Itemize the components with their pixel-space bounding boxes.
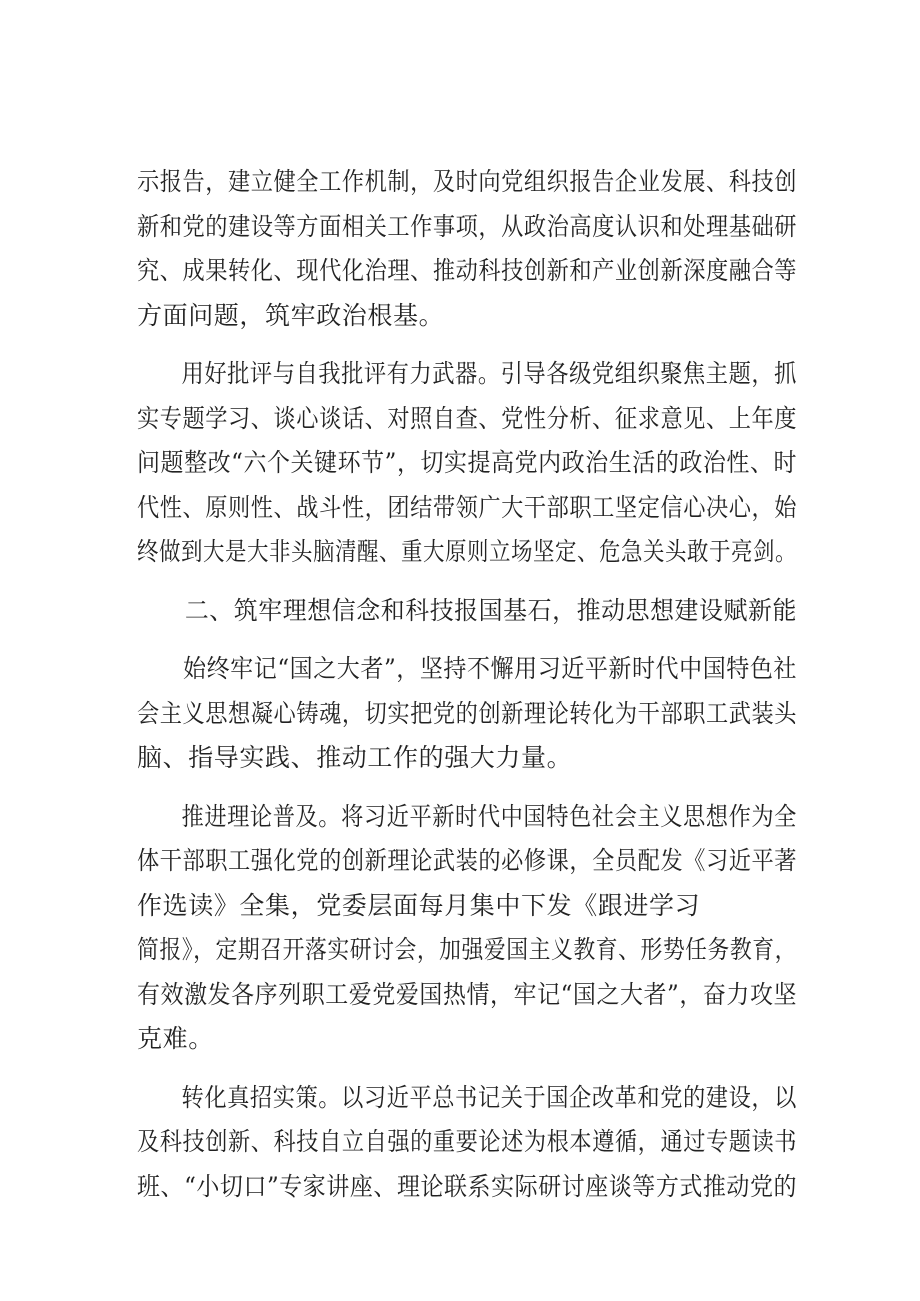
text-line: 示报告，建立健全工作机制，及时向党组织报告企业发展、科技创 xyxy=(137,167,797,196)
paragraph-p5 xyxy=(137,1076,797,1210)
paragraph-p2 xyxy=(137,352,797,575)
text-line: 始终牢记“国之大者”，坚持不懈用习近平新时代中国特色社 xyxy=(183,654,797,683)
text-line: 转化真招实策。以习近平总书记关于国企改革和党的建设，以 xyxy=(181,1082,797,1112)
text-line: 终做到大是大非头脑清醒、重大原则立场坚定、危急关头敢于亮剑。 xyxy=(137,537,798,566)
text-line: 究、成果转化、现代化治理、推动科技创新和产业创新深度融合等 xyxy=(137,256,797,285)
text-line: 有效激发各序列职工爱党爱国热情，牢记“国之大者”，奋力攻坚 xyxy=(137,979,798,1009)
text-line: 简报》，定期召开落实研讨会，加强爱国主义教育、形势任务教育， xyxy=(137,935,798,964)
text-line: 方面问题，筑牢政治根基。 xyxy=(137,300,445,330)
paragraph-p1 xyxy=(137,160,797,338)
text-line: 脑、指导实践、推动工作的强大力量。 xyxy=(137,743,573,772)
text-line: 班、“小切口”专家讲座、理论联系实际研讨座谈等方式推动党的 xyxy=(137,1171,798,1201)
document-body xyxy=(137,160,797,1209)
text-line: 推进理论普及。将习近平新时代中国特色社会主义思想作为全 xyxy=(181,801,797,831)
paragraph-p3 xyxy=(137,647,797,781)
text-line: 实专题学习、谈心谈话、对照自查、党性分析、征求意见、上年度 xyxy=(137,403,797,433)
text-line: 会主义思想凝心铸魂，切实把党的创新理论转化为干部职工武装头 xyxy=(137,698,797,728)
text-line: 克难。 xyxy=(137,1024,214,1053)
text-line: 用好批评与自我批评有力武器。引导各级党组织聚焦主题，抓 xyxy=(181,359,797,388)
text-line: 问题整改“六个关键环节”，切实提高党内政治生活的政治性、时 xyxy=(137,448,798,477)
text-line: 及科技创新、科技自立自强的重要论述为根本遵循，通过专题读书 xyxy=(137,1127,797,1156)
text-line: 作选读》全集，党委层面每月集中下发《跟进学习 xyxy=(137,890,701,920)
text-line: 新和党的建设等方面相关工作事项，从政治高度认识和处理基础研 xyxy=(137,211,797,241)
text-line: 代性、原则性、战斗性，团结带领广大干部职工坚定信心决心，始 xyxy=(137,492,797,522)
heading-line: 二、筑牢理想信念和科技报国基石，推动思想建设赋新能 xyxy=(184,595,797,625)
paragraph-p4 xyxy=(137,795,797,1062)
section-heading xyxy=(137,589,797,634)
text-line: 体干部职工强化党的创新理论武装的必修课，全员配发《习近平著 xyxy=(137,846,797,875)
